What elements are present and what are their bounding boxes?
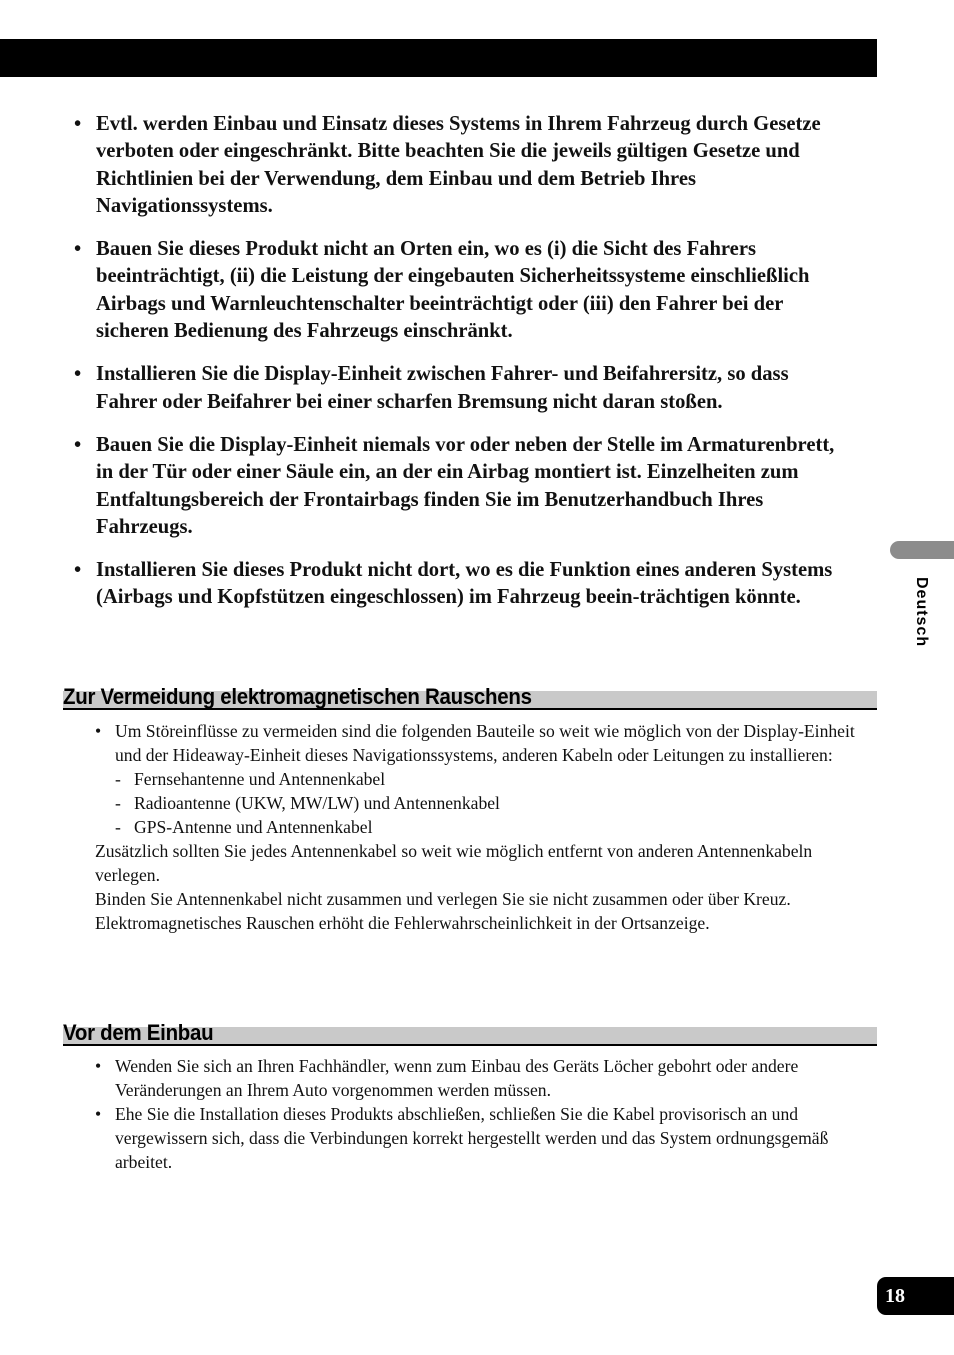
warning-item	[74, 361, 854, 416]
install-section-body	[95, 1054, 855, 1174]
dash-text: Radioantenne (UKW, MW/LW) und Antennenkabel	[134, 793, 500, 813]
dash-item	[95, 815, 855, 839]
section-heading-noise	[63, 684, 877, 710]
warning-list	[74, 111, 854, 628]
section-title: Vor dem Einbau	[63, 1020, 214, 1045]
header-bar	[0, 39, 877, 77]
bullet-text: Ehe Sie die Installation dieses Produkts abschließen, schließen Sie die Kabel provisorisch an und vergewissern sich, dass die Verbindungen korrekt hergestellt werden und das System ordnungsgemäß arbeitet.	[115, 1104, 829, 1172]
bullet: •	[95, 1056, 102, 1076]
language-tab-label: Deutsch	[913, 577, 930, 648]
warning-text: Bauen Sie dieses Produkt nicht an Orten ein, wo es (i) die Sicht des Fahrers beeinträchtigt, (ii) die Leistung der eingebauten Sicherheitssysteme einschließlich Airbags und Warnleuchtenschalter beeinträchtigt oder (iii) den Fahrer bei der sicheren Bedienung des Fahrzeugs einschränkt.	[96, 238, 810, 343]
bullet: •	[74, 433, 82, 456]
warning-item	[74, 432, 854, 541]
list-item	[95, 1054, 855, 1102]
warning-text: Evtl. werden Einbau und Einsatz dieses Systems in Ihrem Fahrzeug durch Gesetze verboten oder eingeschränkt. Bitte beachten Sie die jeweils gültigen Gesetze und Richtlinien bei der Verwendung, dem Einbau und dem Betrieb Ihres Navigationssystems.	[96, 113, 821, 217]
dash-item	[95, 791, 855, 815]
bullet: •	[74, 363, 82, 386]
paragraph: Zusätzlich sollten Sie jedes Antennenkabel so weit wie möglich entfernt von anderen Antennenkabeln verlegen.	[95, 841, 813, 885]
list-item	[95, 719, 855, 767]
list-item	[95, 1102, 855, 1174]
paragraph: Binden Sie Antennenkabel nicht zusammen und verlegen Sie sie nicht zusammen oder über Kreuz.	[95, 889, 791, 909]
bullet-text: Um Störeinflüsse zu vermeiden sind die folgenden Bauteile so weit wie möglich von der Display-Einheit und der Hideaway-Einheit dieses Navigationssystems, anderen Kabeln oder Leitungen zu installieren:	[115, 721, 855, 765]
bullet: •	[74, 559, 82, 582]
bullet: •	[95, 1104, 102, 1124]
warning-text: Bauen Sie die Display-Einheit niemals vor oder neben der Stelle im Armaturenbrett, in der Tür oder einer Säule ein, an der ein Airbag montiert ist. Einzelheiten zum Entfaltungsbereich der Frontairbags finden Sie im Benutzerhandbuch Ihres Fahrzeugs.	[96, 433, 835, 538]
dash-text: Fernsehantenne und Antennenkabel	[134, 769, 386, 789]
bullet-text: Wenden Sie sich an Ihren Fachhändler, wenn zum Einbau des Geräts Löcher gebohrt oder andere Veränderungen an Ihrem Auto vorgenommen werden müssen.	[115, 1056, 799, 1100]
section-title: Zur Vermeidung elektromagnetischen Rauschens	[63, 684, 532, 709]
side-tab-marker	[890, 541, 954, 559]
bullet: •	[95, 721, 102, 741]
warning-item	[74, 111, 854, 220]
noise-section-body	[95, 719, 855, 935]
dash-item	[95, 767, 855, 791]
dash: -	[115, 793, 121, 813]
section-heading-install	[63, 1020, 877, 1046]
warning-text: Installieren Sie dieses Produkt nicht dort, wo es die Funktion eines anderen Systems (Airbags und Kopfstützen eingeschlossen) im Fahrzeug beein-trächtigen könnte.	[96, 559, 833, 609]
paragraph: Elektromagnetisches Rauschen erhöht die Fehlerwahrscheinlichkeit in der Ortsanzeige.	[95, 913, 710, 933]
bullet: •	[74, 113, 82, 135]
bullet: •	[74, 238, 82, 261]
warning-text: Installieren Sie die Display-Einheit zwischen Fahrer- und Beifahrersitz, so dass Fahrer oder Beifahrer bei einer scharfen Bremsung nicht daran stoßen.	[96, 363, 789, 413]
page-number: 18	[877, 1277, 954, 1315]
dash: -	[115, 769, 121, 789]
dash-text: GPS-Antenne und Antennenkabel	[134, 817, 373, 837]
dash: -	[115, 817, 121, 837]
warning-item	[74, 557, 854, 612]
warning-item	[74, 236, 854, 345]
